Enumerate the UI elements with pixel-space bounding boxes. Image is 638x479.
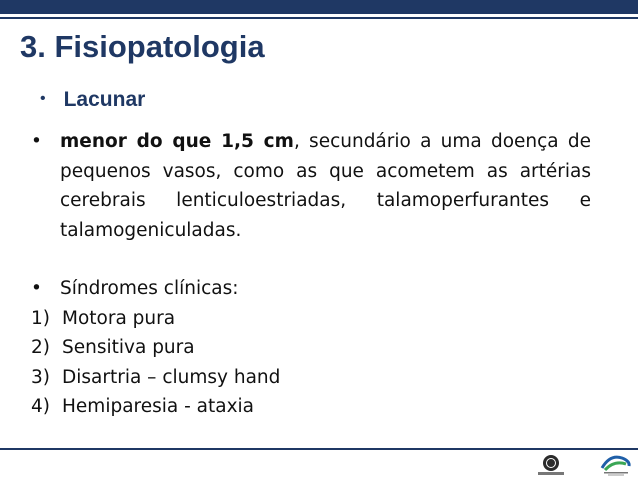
institution-logo-icon — [600, 452, 632, 476]
list-item — [31, 363, 591, 393]
syndrome-list — [31, 304, 591, 422]
slide-title: 3. Fisiopatologia — [20, 29, 265, 64]
bullet-marker: • — [31, 278, 42, 299]
list-item-number: 2) — [31, 337, 50, 358]
list-item-text: Sensitiva pura — [62, 337, 195, 358]
list-item-text: Hemiparesia - ataxia — [62, 396, 255, 417]
list-item-number: 3) — [31, 366, 50, 388]
list-item — [31, 333, 591, 363]
list-item-number: 1) — [31, 307, 50, 329]
bullet-marker: • — [31, 131, 42, 152]
slide-body — [31, 127, 591, 422]
bullet-1-bold-text: menor do que 1,5 cm — [60, 131, 294, 152]
bullet-paragraph-1 — [31, 127, 591, 245]
header-bar — [0, 0, 638, 14]
slide-subtitle: Lacunar — [63, 88, 146, 111]
header-divider — [0, 17, 638, 19]
list-item — [31, 392, 591, 422]
seal-ring — [546, 458, 556, 468]
footer-divider — [0, 448, 638, 450]
list-item-number: 4) — [31, 396, 50, 417]
subtitle-bullet: • — [40, 90, 46, 107]
bullet-paragraph-2 — [31, 274, 591, 304]
list-item — [31, 304, 591, 334]
list-item-text: Motora pura — [62, 307, 176, 329]
seal-caption-mark — [538, 472, 564, 475]
university-seal-icon — [543, 455, 559, 471]
list-item-text: Disartria – clumsy hand — [62, 366, 281, 388]
bullet-1-text: , secundário a uma doença de pequenos vasos, como as que acometem as artérias cerebrais lenticuloestriadas, talamoperfurantes e talamogeniculadas. — [60, 131, 591, 241]
bullet-2-text: Síndromes clínicas: — [60, 278, 239, 299]
subtitle-row — [40, 88, 145, 112]
paragraph-spacer — [31, 245, 591, 274]
